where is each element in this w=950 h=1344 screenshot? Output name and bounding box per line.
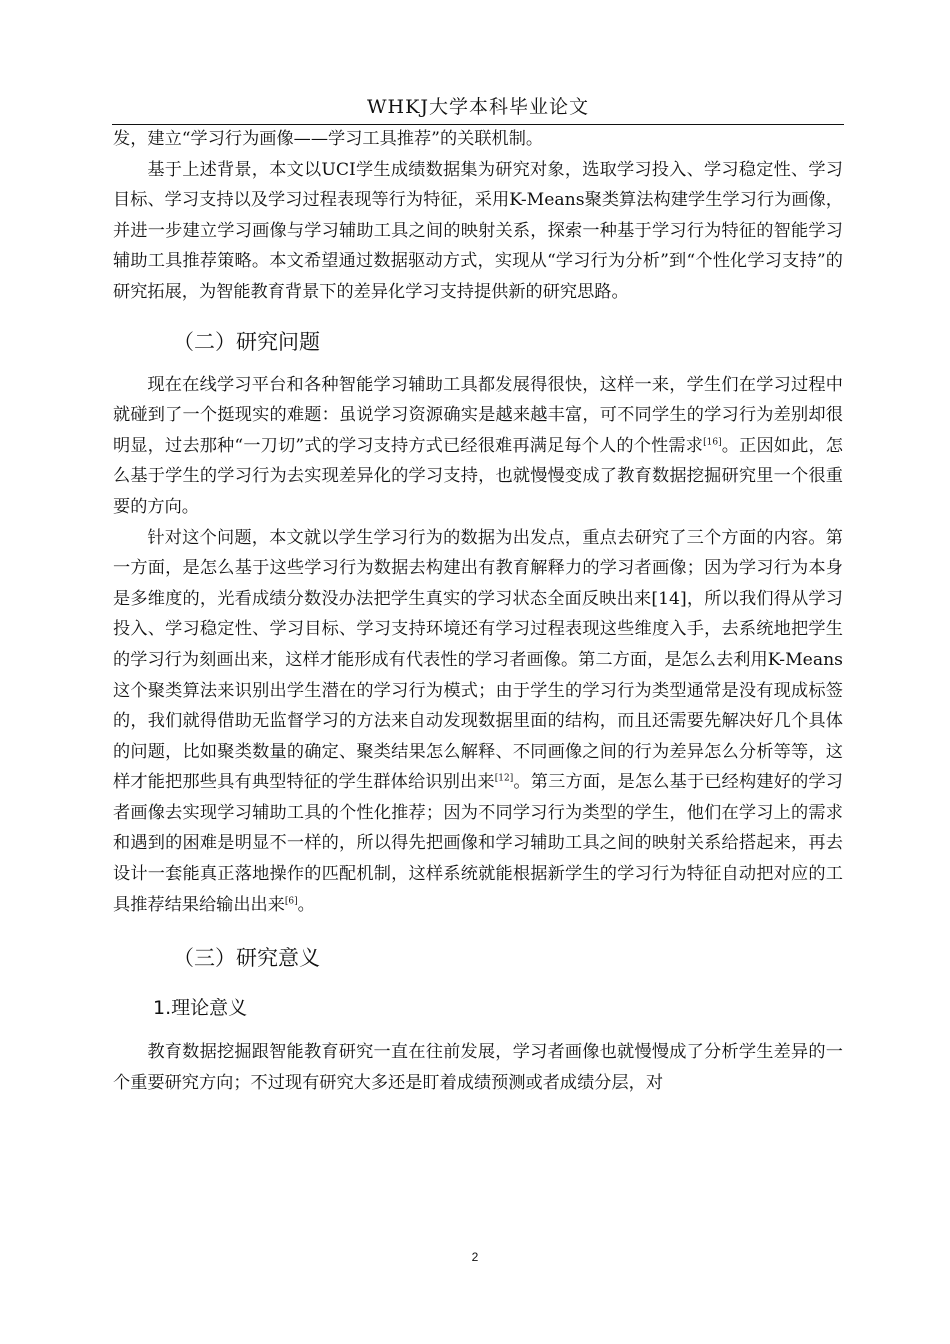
heading-research-questions: （二）研究问题 (173, 329, 320, 354)
paragraph-text: 。 (297, 894, 315, 915)
citation: [12] (494, 773, 514, 784)
paragraph-text: 。正因如此，怎么基于学生的学习行为去实现差异化的学习支持，也就慢慢变成了教育数据挖掘研究里一个很重要的方向。 (113, 435, 843, 517)
paragraph-continuation: 发，建立“学习行为画像——学习工具推荐”的关联机制。 (113, 129, 544, 149)
paragraph-text: 现在在线学习平台和各种智能学习辅助工具都发展得很快，这样一来，学生们在学习过程中就碰到了一个挺现实的难题：虽说学习资源确实是越来越丰富，可不同学生的学习行为差别却很明显，过去那种“一刀切”式的学习支持方式已经很难再满足每个人的个性需求 (113, 374, 843, 456)
paragraph-text: 针对这个问题，本文就以学生学习行为的数据为出发点，重点去研究了三个方面的内容。第一方面，是怎么基于这些学习行为数据去构建出有教育解释力的学习者画像；因为学习行为本身是多维度的，光看成绩分数没办法把学生真实的学习状态全面反映出来[14]，所以我们得从学习投入、学习稳定性、学习目标、学习支持环境还有学习过程表现这些维度入手，去系统地把学生的学习行为刻画出来，这样才能形成有代表性的学习者画像。第二方面，是怎么去利用K-Means这个聚类算法来识别出学生潜在的学习行为模式；由于学生的学习行为类型通常是没有现成标签的，我们就得借助无监督学习的方法来自动发现数据里面的结构，而且还需要先解决好几个具体的问题，比如聚类数量的确定、聚类结果怎么解释、不同画像之间的行为差异怎么分析等等，这样才能把那些具有典型特征的学生群体给识别出来 (113, 527, 843, 793)
citation: [16] (703, 437, 722, 448)
heading-theoretical-significance: 1.理论意义 (153, 997, 248, 1020)
page-number: 2 (471, 1250, 479, 1264)
paragraph-text: 。第三方面，是怎么基于已经构建好的学习者画像去实现学习辅助工具的个性化推荐；因为不同学习行为类型的学生，他们在学习上的需求和遇到的困难是明显不一样的，所以得先把画像和学习辅助工具之间的映射关系给搭起来，再去设计一套能真正落地操作的匹配机制，这样系统就能根据新学生的学习行为特征自动把对应的工具推荐结果给输出出来 (113, 772, 843, 915)
heading-research-significance: （三）研究意义 (173, 946, 320, 971)
paragraph-theoretical: 教育数据挖掘跟智能教育研究一直在往前发展，学习者画像也就慢慢成了分析学生差异的一个重要研究方向；不过现有研究大多还是盯着成绩预测或者成绩分层，对 (113, 1042, 843, 1093)
page-body (113, 124, 843, 1098)
paragraph-background: 基于上述背景，本文以UCI学生成绩数据集为研究对象，选取学习投入、学习稳定性、学习目标、学习支持以及学习过程表现等行为特征，采用K-Means聚类算法构建学生学习行为画像，并进一步建立学习画像与学习辅助工具之间的映射关系，探索一种基于学习行为特征的智能学习辅助工具推荐策略。本文希望通过数据驱动方式，实现从“学习行为分析”到“个性化学习支持”的研究拓展，为智能教育背景下的差异化学习支持提供新的研究思路。 (113, 159, 843, 302)
citation: [6] (284, 895, 298, 906)
running-header: WHKJ大学本科毕业论文 (367, 96, 589, 118)
paragraph-research-content (113, 523, 843, 921)
paragraph-research-problem (113, 370, 843, 523)
